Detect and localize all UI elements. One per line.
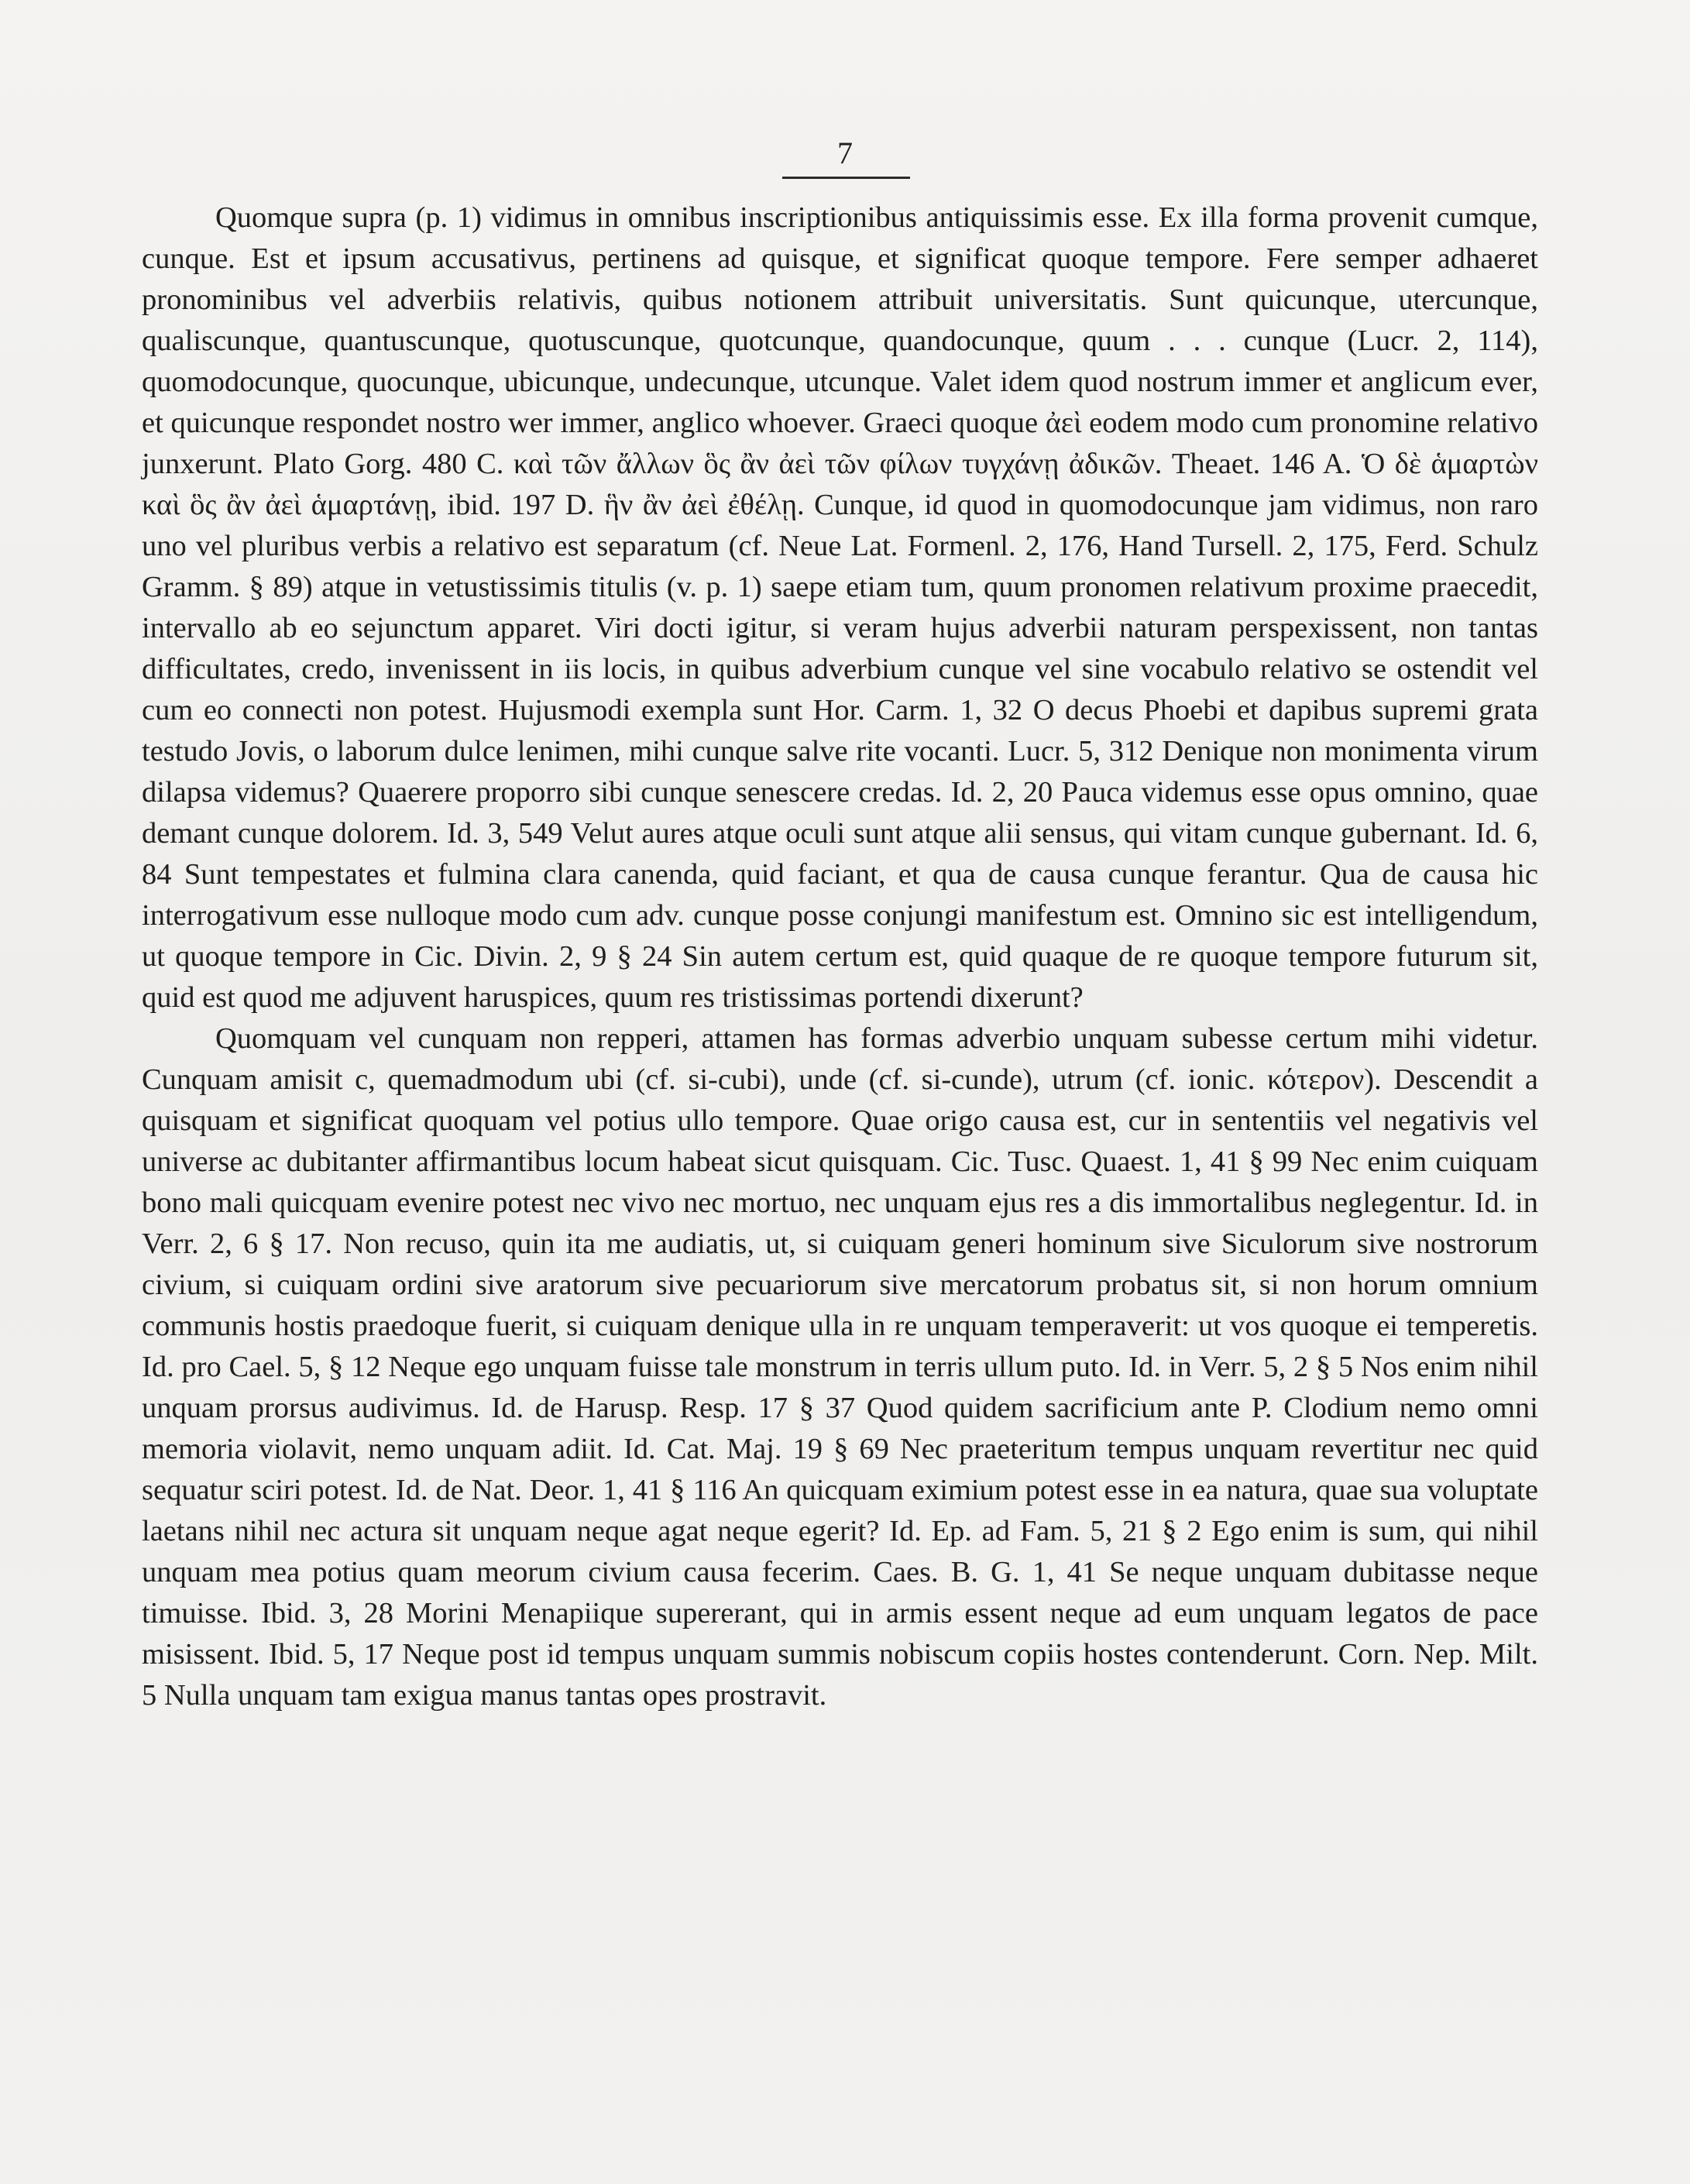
body-text (142, 197, 1538, 1716)
paragraph: Quomque supra (p. 1) vidimus in omnibus inscriptionibus antiquissimis esse. Ex illa forma provenit cumque, cunque. Est et ipsum accusativus, pertinens ad quisque, et significat quoque tempore. Fere semper adhaeret pronominibus vel adverbiis relativis, quibus notionem attribuit universitatis. Sunt quicunque, utercunque, qualiscunque, quantuscunque, quotuscunque, quotcunque, quandocunque, quum . . . cunque (Lucr. 2, 114), quomodocunque, quocunque, ubicunque, undecunque, utcunque. Valet idem quod nostrum immer et anglicum ever, et quicunque respondet nostro wer immer, anglico whoever. Graeci quoque ἀεὶ eodem modo cum pronomine relativo junxerunt. Plato Gorg. 480 C. καὶ τῶν ἄλλων ὃς ἂν ἀεὶ τῶν φίλων τυγχάνῃ ἀδικῶν. Theaet. 146 A. Ὁ δὲ ἁμαρτὼν καὶ ὃς ἂν ἀεὶ ἁμαρτάνῃ, ibid. 197 D. ἣν ἂν ἀεὶ ἐθέλῃ. Cunque, id quod in quomodocunque jam vidimus, non raro uno vel pluribus verbis a relativo est separatum (cf. Neue Lat. Formenl. 2, 176, Hand Tursell. 2, 175, Ferd. Schulz Gramm. § 89) atque in vetustissimis titulis (v. p. 1) saepe etiam tum, quum pronomen relativum proxime praecedit, intervallo ab eo sejunctum apparet. Viri docti igitur, si veram hujus adverbii naturam perspexissent, non tantas difficultates, credo, invenissent in iis locis, in quibus adverbium cunque vel sine vocabulo relativo se ostendit vel cum eo connecti non potest. Hujusmodi exempla sunt Hor. Carm. 1, 32 O decus Phoebi et dapibus supremi grata testudo Jovis, o laborum dulce lenimen, mihi cunque salve rite vocanti. Lucr. 5, 312 Denique non monimenta virum dilapsa videmus? Quaerere proporro sibi cunque senescere credas. Id. 2, 20 Pauca videmus esse opus omnino, quae demant cunque dolorem. Id. 3, 549 Velut aures atque oculi sunt atque alii sensus, qui vitam cunque gubernant. Id. 6, 84 Sunt tempestates et fulmina clara canenda, quid faciant, et qua de causa cunque ferantur. Qua de causa hic interrogativum esse nulloque modo cum adv. cunque posse conjungi manifestum est. Omnino sic est intelligendum, ut quoque tempore in Cic. Divin. 2, 9 § 24 Sin autem certum est, quid quaque de re quoque tempore futurum sit, quid est quod me adjuvent haruspices, quum res tristissimas portendi dixerunt? (142, 201, 1538, 1014)
header-rule (782, 177, 910, 179)
paragraph: Quomquam vel cunquam non repperi, attamen has formas adverbio unquam subesse certum mihi videtur. Cunquam amisit c, quemadmodum ubi (cf. si-cubi), unde (cf. si-cunde), utrum (cf. ionic. κότερον). Descendit a quisquam et significat quoquam vel potius ullo tempore. Quae origo causa est, cur in sententiis vel negativis vel universe ac dubitanter affirmantibus locum habeat sicut quisquam. Cic. Tusc. Quaest. 1, 41 § 99 Nec enim cuiquam bono mali quicquam evenire potest nec vivo nec mortuo, nec unquam ejus res a dis immortalibus neglegentur. Id. in Verr. 2, 6 § 17. Non recuso, quin ita me audiatis, ut, si cuiquam generi hominum sive Siculorum sive nostrorum civium, si cuiquam ordini sive aratorum sive pecuariorum sive mercatorum probatus sit, si non horum omnium communis hostis praedoque fuerit, si cuiquam denique ulla in re unquam temperaverit: ut vos quoque ei temperetis. Id. pro Cael. 5, § 12 Neque ego unquam fuisse tale monstrum in terris ullum puto. Id. in Verr. 5, 2 § 5 Nos enim nihil unquam prorsus audivimus. Id. de Harusp. Resp. 17 § 37 Quod quidem sacrificium ante P. Clodium nemo omni memoria violavit, nemo unquam adiit. Id. Cat. Maj. 19 § 69 Nec praeteritum tempus unquam revertitur nec quid sequatur sciri potest. Id. de Nat. Deor. 1, 41 § 116 An quicquam eximium potest esse in ea natura, quae sua voluptate laetans nihil nec actura sit unquam neque agat neque egerit? Id. Ep. ad Fam. 5, 21 § 2 Ego enim is sum, qui nihil unquam mea potius quam meorum civium causa fecerim. Caes. B. G. 1, 41 Se neque unquam dubitasse neque timuisse. Ibid. 3, 28 Morini Menapiique supererant, qui in armis essent neque ad eum unquam legatos de pace misissent. Ibid. 5, 17 Neque post id tempus unquam summis nobiscum copiis hostes contenderunt. Corn. Nep. Milt. 5 Nulla unquam tam exigua manus tantas opes prostravit. (142, 1022, 1538, 1712)
page-number: 7 (837, 136, 853, 170)
